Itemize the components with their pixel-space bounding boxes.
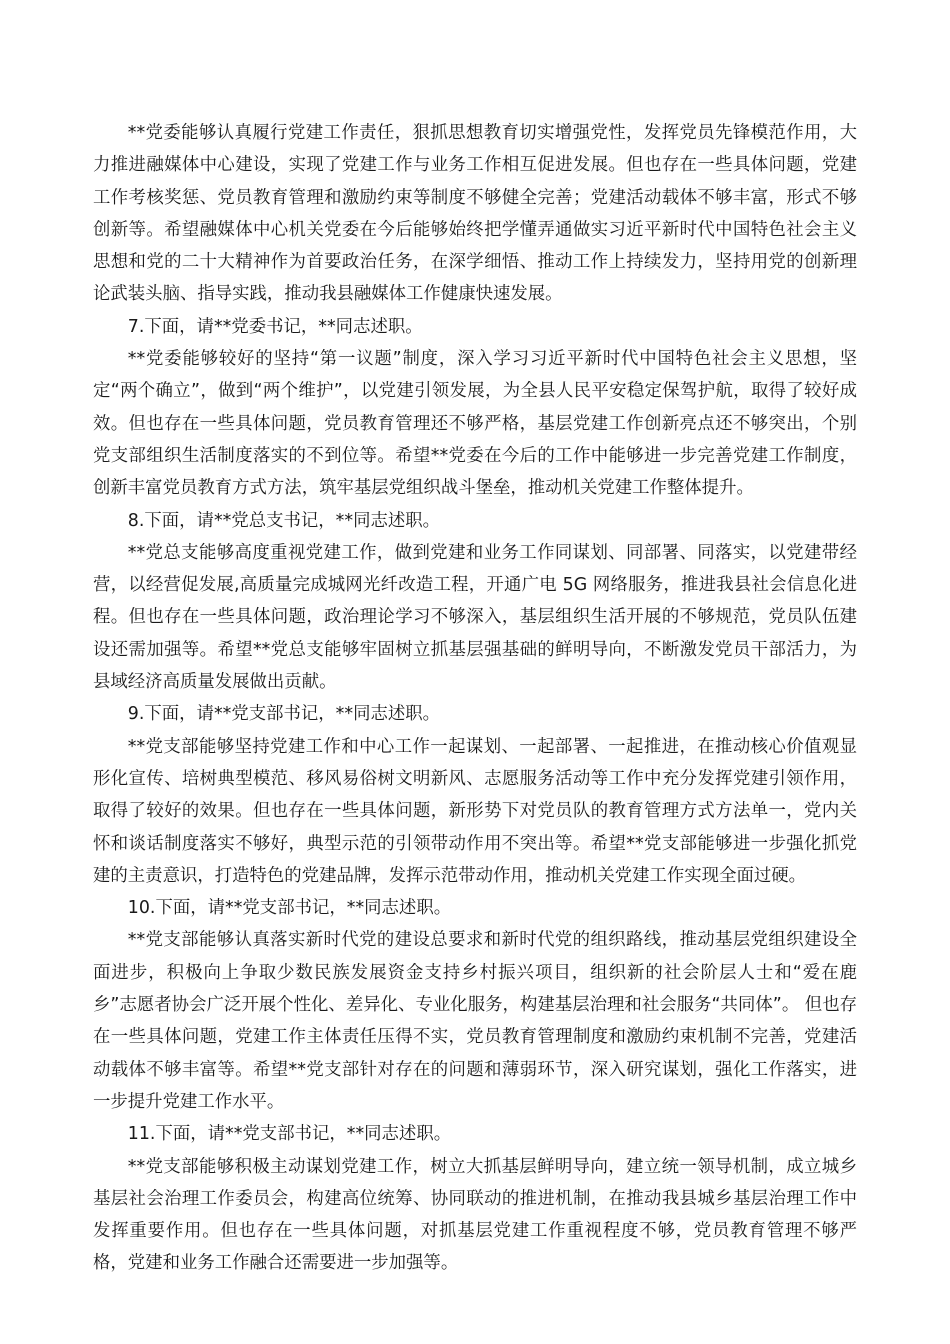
item-9-heading: 9.下面，请**党支部书记，**同志述职。	[127, 704, 441, 725]
item-10-heading: 10.下面，请**党支部书记，**同志述职。	[127, 898, 452, 919]
paragraph-general-branch: **党总支能够高度重视党建工作，做到党建和业务工作同谋划、同部署、同落实，以党建带经营，以经营促发展,高质量完成城网光纤改造工程，开通广电 5G 网络服务，推进我县社会信息化进程。但也存在一些具体问题，政治理论学习不够深入，基层组织生活开展的不够规范，党员队伍建设还需加强等。希望**党总支能够牢固树立抓基层强基础的鲜明导向，不断激发党员干部活力，为县域经济高质量发展做出贡献。	[93, 542, 857, 693]
item-8-heading: 8.下面，请**党总支书记，**同志述职。	[127, 510, 441, 531]
paragraph-branch-new-era: **党支部能够认真落实新时代党的建设总要求和新时代党的组织路线，推动基层党组织建设全面进步，积极向上争取少数民族发展资金支持乡村振兴项目，组织新的社会阶层人士和“爱在鹿乡”志愿者协会广泛开展个性化、差异化、专业化服务，构建基层治理和社会服务“共同体”。 但也存在一些具体问题，党建工作主体责任压得不实，党员教育管理制度和激励约束机制不完善，党建活动载体不够丰富等。希望**党支部针对存在的问题和薄弱环节，深入研究谋划，强化工作落实，进一步提升党建工作水平。	[93, 930, 857, 1112]
paragraph-party-committee-media: **党委能够认真履行党建工作责任，狠抓思想教育切实增强党性，发挥党员先锋模范作用，大力推进融媒体中心建设，实现了党建工作与业务工作相互促进发展。但也存在一些具体问题，党建工作考核奖惩、党员教育管理和激励约束等制度不够健全完善；党建活动载体不够丰富，形式不够创新等。希望融媒体中心机关党委在今后能够始终把学懂弄通做实习近平新时代中国特色社会主义思想和党的二十大精神作为首要政治任务，在深学细悟、推动工作上持续发力，坚持用党的创新理论武装头脑、指导实践，推动我县融媒体工作健康快速发展。	[93, 123, 857, 305]
document-page	[93, 117, 857, 1280]
paragraph-party-committee-first-topic: **党委能够较好的坚持“第一议题”制度，深入学习习近平新时代中国特色社会主义思想，坚定“两个确立”，做到“两个维护”，以党建引领发展，为全县人民平安稳定保驾护航，取得了较好成效。但也存在一些具体问题，党员教育管理还不够严格，基层党建工作创新亮点还不够突出，个别党支部组织生活制度落实的不到位等。希望**党委在今后的工作中能够进一步完善党建工作制度，创新丰富党员教育方式方法，筑牢基层党组织战斗堡垒，推动机关党建工作整体提升。	[93, 349, 857, 499]
paragraph-branch-core-values: **党支部能够坚持党建工作和中心工作一起谋划、一起部署、一起推进，在推动核心价值观显形化宣传、培树典型模范、移风易俗树文明新风、志愿服务活动等工作中充分发挥党建引领作用，取得了较好的效果。但也存在一些具体问题，新形势下对党员队的教育管理方式方法单一，党内关怀和谈话制度落实不够好，典型示范的引领带动作用不突出等。希望**党支部能够进一步强化抓党建的主责意识，打造特色的党建品牌，发挥示范带动作用，推动机关党建工作实现全面过硬。	[93, 736, 857, 886]
paragraph-branch-grassroots: **党支部能够积极主动谋划党建工作，树立大抓基层鲜明导向，建立统一领导机制，成立城乡基层社会治理工作委员会，构建高位统筹、协同联动的推进机制，在推动我县城乡基层治理工作中发挥重要作用。但也存在一些具体问题，对抓基层党建工作重视程度不够，党员教育管理不够严格，党建和业务工作融合还需要进一步加强等。	[93, 1156, 857, 1274]
item-7-heading: 7.下面，请**党委书记，**同志述职。	[127, 316, 423, 337]
item-11-heading: 11.下面，请**党支部书记，**同志述职。	[127, 1124, 452, 1145]
